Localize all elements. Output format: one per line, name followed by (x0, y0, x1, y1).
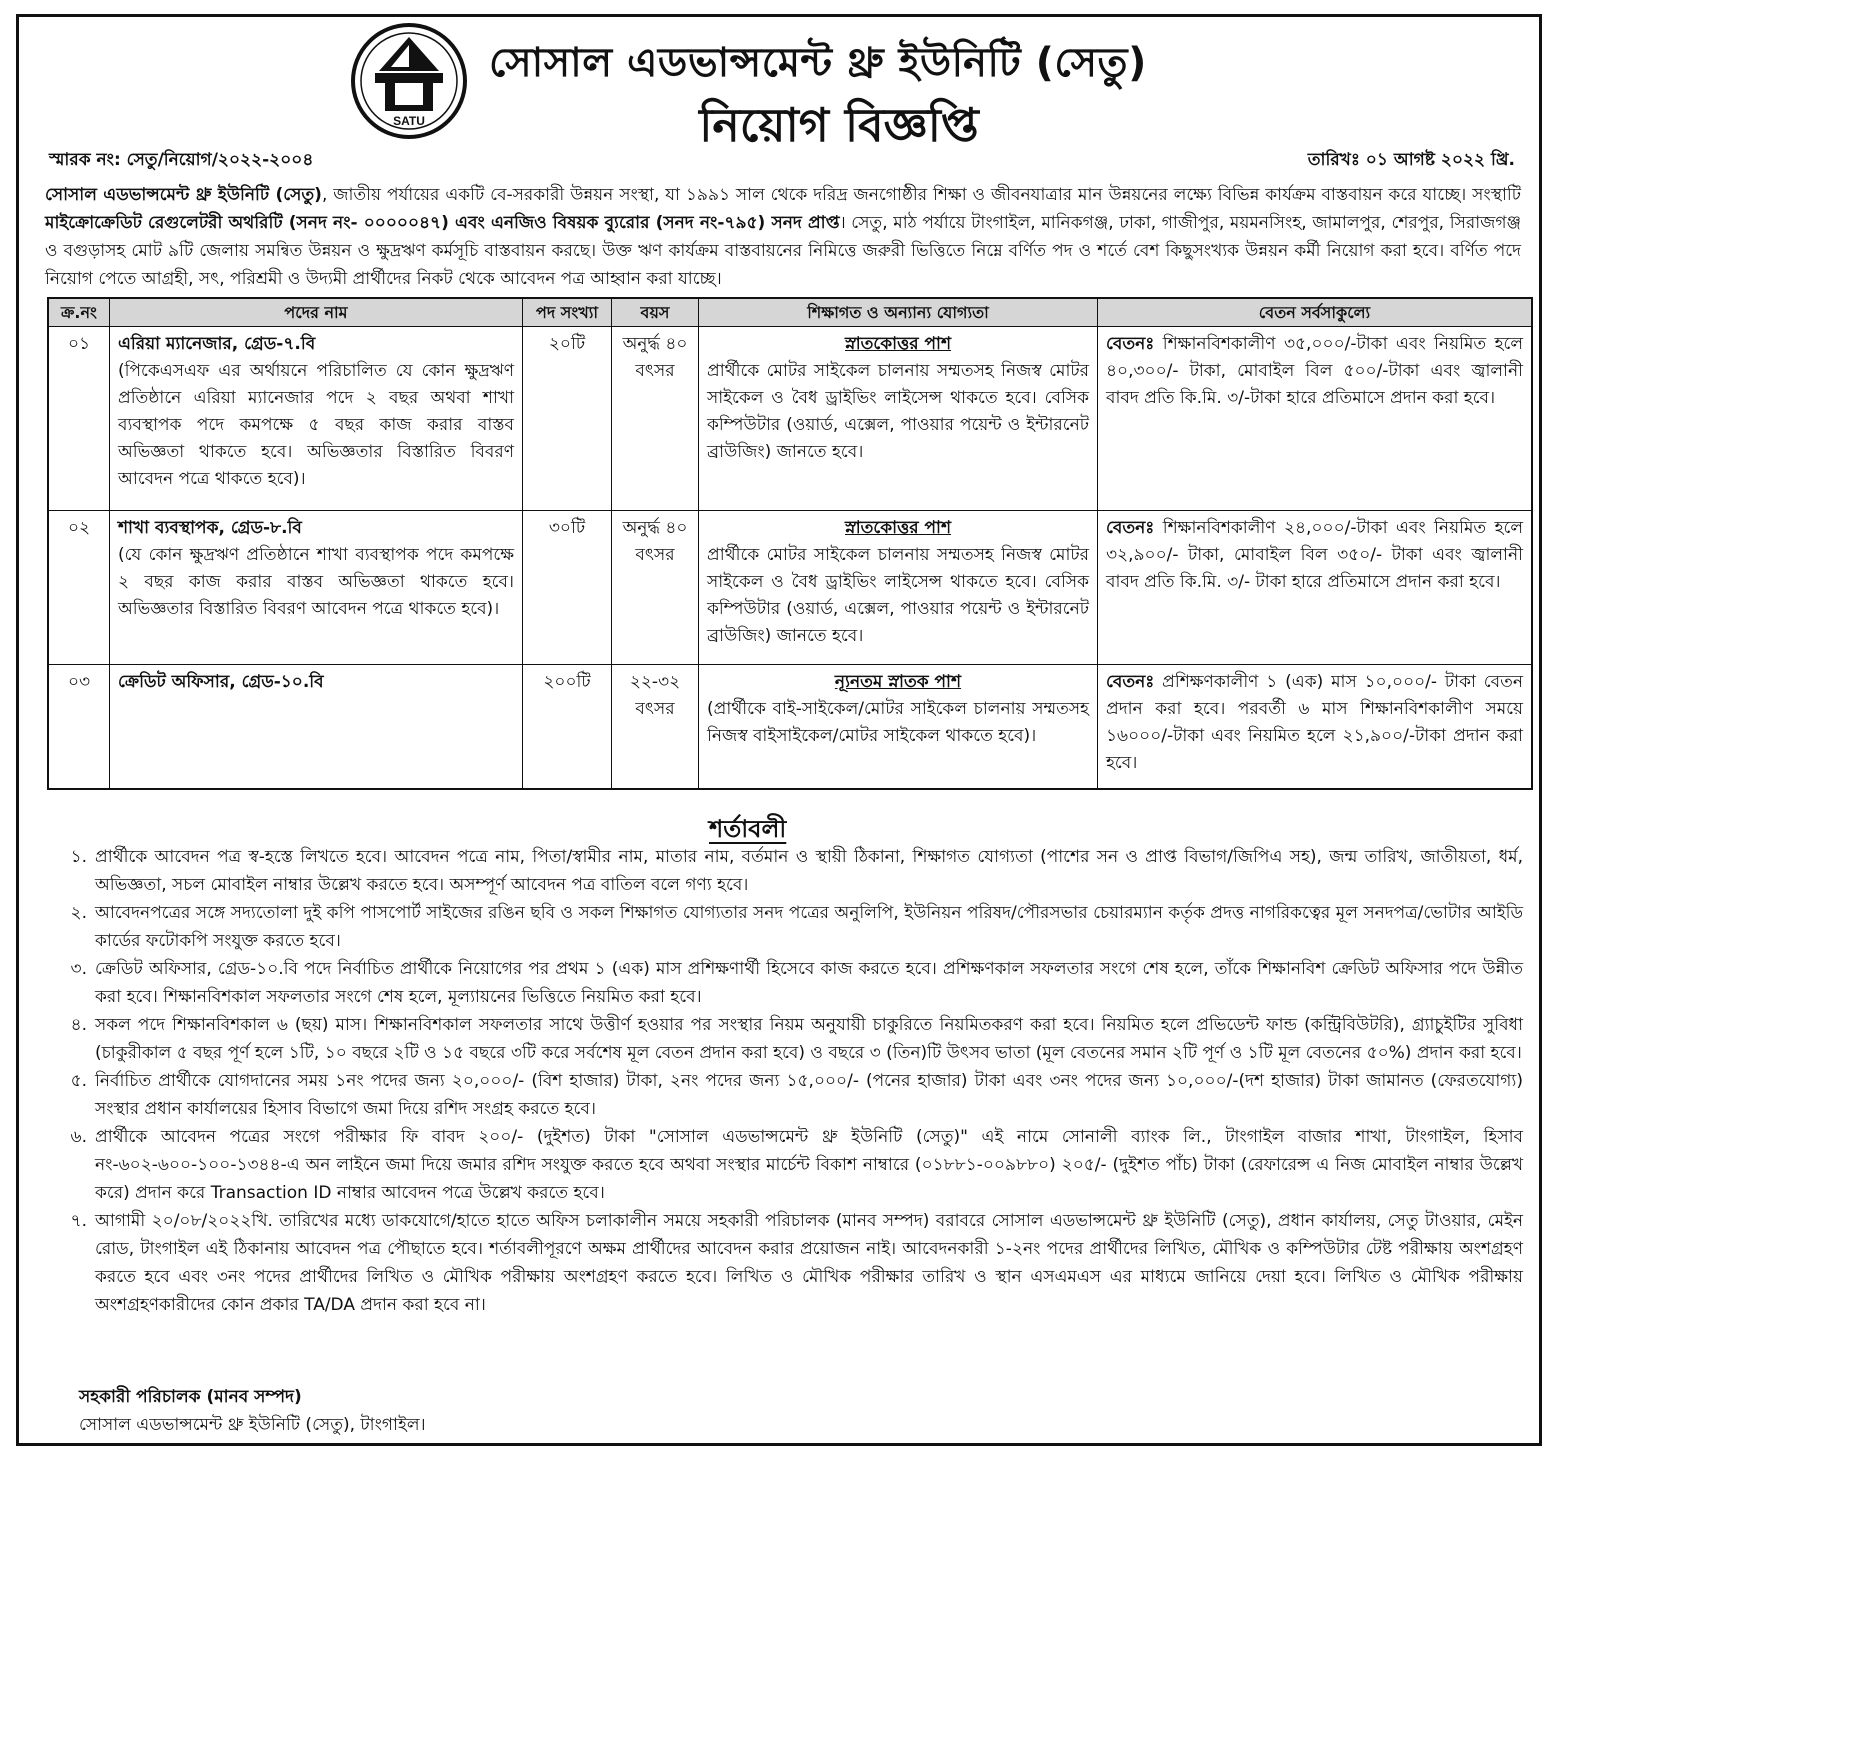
cell-salary (1098, 665, 1533, 789)
term-text: প্রার্থীকে আবেদন পত্র স্ব-হস্তে লিখতে হবে। আবেদন পত্রে নাম, পিতা/স্বামীর নাম, মাতার নাম, বর্তমান ও স্থায়ী ঠিকানা, শিক্ষাগত যোগ্যতা (পাশের সন ও প্রাপ্ত বিভাগ/জিপিএ সহ), জন্ম তারিখ, জাতীয়তা, ধর্ম, অভিজ্ঞতা, সচল মোবাইল নাম্বার উল্লেখ করতে হবে। অসম্পূর্ণ আবেদন পত্র বাতিল বলে গণ্য হবে। (95, 847, 1523, 895)
cell-age: অনুর্দ্ধ ৪০ বৎসর (612, 327, 699, 511)
term-number: ৭. (70, 1211, 87, 1231)
header-post-name: পদের নাম (110, 298, 523, 327)
list-item (43, 1207, 1523, 1319)
term-text: প্রার্থীকে আবেদন পত্রের সংগে পরীক্ষার ফি বাবদ ২০০/- (দুইশত) টাকা "সোসাল এডভান্সমেন্ট থ্রু ইউনিটি (সেতু)" এই নামে সোনালী ব্যাংক লি., টাংগাইল বাজার শাখা, টাংগাইল, হিসাব নং-৬০২-৬০০-১০০-১৩৪৪-এ অন লাইনে জমা দিয়ে জমার রশিদ সংযুক্ত করতে হবে অথবা সংস্থার মার্চেন্ট বিকাশ নাম্বারে (০১৮৮১-০০৯৮৮০) ২০৫/- (দুইশত পাঁচ) টাকা (রেফারেন্স এ নিজ মোবাইল নাম্বার উল্লেখ করে) প্রদান করে Transaction ID নাম্বার আবেদন পত্রে উল্লেখ করতে হবে। (95, 1127, 1523, 1203)
table-row (48, 327, 1532, 511)
org-title: সোসাল এডভান্সমেন্ট থ্রু ইউনিটি (সেতু) (489, 40, 1147, 86)
table-row (48, 511, 1532, 665)
satu-logo (349, 21, 469, 141)
salary-label: বেতনঃ (1106, 518, 1155, 538)
header-post-count: পদ সংখ্যা (523, 298, 612, 327)
cell-post (110, 665, 523, 789)
cell-salary (1098, 327, 1533, 511)
intro-text-1: , জাতীয় পর্যায়ের একটি বে-সরকারী উন্নয়ন সংস্থা, যা ১৯৯১ সাল থেকে দরিদ্র জনগোষ্ঠীর শিক্ষা ও জীবনযাত্রার মান উন্নয়নের লক্ষ্যে বিভিন্ন কার্যক্রম বাস্তবায়ন করে যাচ্ছে। সংস্থাটি (321, 185, 1522, 205)
term-text: নির্বাচিত প্রার্থীকে যোগদানের সময় ১নং পদের জন্য ২০,০০০/- (বিশ হাজার) টাকা, ২নং পদের জন্য ১৫,০০০/- (পনের হাজার) টাকা এবং ৩নং পদের জন্য ১০,০০০/-(দশ হাজার) টাকা জামানত (ফেরতযোগ্য) সংস্থার প্রধান কার্যালয়ের হিসাব বিভাগে জমা দিয়ে রশিদ সংগ্রহ করতে হবে। (95, 1071, 1523, 1119)
terms-list (43, 843, 1523, 1319)
signatory-org: সোসাল এডভান্সমেন্ট থ্রু ইউনিটি (সেতু), টাংগাইল। (79, 1415, 426, 1435)
salary-label: বেতনঃ (1106, 334, 1155, 354)
post-name: এরিয়া ম্যানেজার, গ্রেড-৭.বি (118, 334, 316, 354)
table-row (48, 665, 1532, 789)
qualification-detail: (প্রার্থীকে বাই-সাইকেল/মোটর সাইকেল চালনায় সম্মতসহ নিজস্ব বাইসাইকেল/মোটর সাইকেল থাকতে হবে)। (707, 699, 1089, 746)
qualification-heading: স্নাতকোত্তর পাশ (844, 334, 952, 354)
notice-date: তারিখঃ ০১ আগষ্ট ২০২২ খ্রি. (1307, 150, 1515, 170)
term-number: ৩. (70, 959, 87, 979)
signature-block (79, 1383, 426, 1439)
cell-post (110, 511, 523, 665)
intro-paragraph (45, 181, 1521, 293)
intro-text-2: । সেতু, মাঠ পর্যায়ে টাংগাইল, মানিকগঞ্জ, ঢাকা, গাজীপুর, ময়মনসিংহ, জামালপুর, শেরপুর, সিরাজগঞ্জ ও বগুড়াসহ মোট ৯টি জেলায় সমন্বিত উন্নয়ন ও ক্ষুদ্রঋণ কর্মসূচি বাস্তবায়ন করছে। উক্ত ঋণ কার্যক্রম বাস্তবায়নের নিমিত্তে জরুরী ভিত্তিতে নিম্নে বর্ণিত পদ ও শর্তে বেশ কিছুসংখ্যক উন্নয়ন কর্মী নিয়োগ করা হবে। বর্ণিত পদে নিয়োগ পেতে আগ্রহী, সৎ, পরিশ্রমী ও উদ্যমী প্রার্থীদের নিকট থেকে আবেদন পত্র আহ্বান করা যাচ্ছে। (45, 213, 1521, 289)
post-detail: (পিকেএসএফ এর অর্থায়নে পরিচালিত যে কোন ক্ষুদ্রঋণ প্রতিষ্ঠানে এরিয়া ম্যানেজার পদে ২ বছর অথবা শাখা ব্যবস্থাপক পদে কমপক্ষে ৫ বছর কাজ করার বাস্তব অভিজ্ঞতা থাকতে হবে। অভিজ্ঞতার বিস্তারিত বিবরণ আবেদন পত্রে থাকতে হবে)। (118, 361, 514, 489)
cell-age: ২২-৩২ বৎসর (612, 665, 699, 789)
cell-serial: ০১ (48, 327, 110, 511)
term-number: ১. (70, 847, 87, 867)
term-text: আগামী ২০/০৮/২০২২খি. তারিখের মধ্যে ডাকযোগে/হাতে হাতে অফিস চলাকালীন সময়ে সহকারী পরিচালক (মানব সম্পদ) বরাবরে সোসাল এডভান্সমেন্ট থ্রু ইউনিটি (সেতু), প্রধান কার্যালয়, সেতু টাওয়ার, মেইন রোড, টাংগাইল এই ঠিকানায় আবেদন পত্র পৌছাতে হবে। শর্তাবলীপূরণে অক্ষম প্রার্থীদের আবেদন করার প্রয়োজন নাই। আবেদনকারী ১-২নং পদের প্রার্থীদের লিখিত, মৌখিক ও কম্পিউটার টেষ্ট পরীক্ষায় অংশগ্রহণ করতে হবে এবং ৩নং পদের প্রার্থীদের লিখিত ও মৌখিক পরীক্ষায় অংশগ্রহণ করতে হবে। লিখিত ও মৌখিক পরীক্ষার তারিখ ও স্থান এসএমএস এর মাধ্যমে জানিয়ে দেয়া হবে। লিখিত ও মৌখিক পরীক্ষায় অংশগ্রহণকারীদের কোন প্রকার TA/DA প্রদান করা হবে না। (95, 1211, 1524, 1315)
cell-serial: ০৩ (48, 665, 110, 789)
list-item (43, 1011, 1523, 1067)
term-text: আবেদনপত্রের সঙ্গে সদ্যতোলা দুই কপি পাসপোর্ট সাইজের রঙিন ছবি ও সকল শিক্ষাগত যোগ্যতার সনদ পত্রের অনুলিপি, ইউনিয়ন পরিষদ/পৌরসভার চেয়ারম্যান কর্তৃক প্রদত্ত নাগরিকত্বের মূল সনদপত্র/ভোটার আইডি কার্ডের ফটোকপি সংযুক্ত করতে হবে। (95, 903, 1523, 951)
qualification-detail: প্রার্থীকে মোটর সাইকেল চালনায় সম্মতসহ নিজস্ব মোটর সাইকেল ও বৈধ ড্রাইভিং লাইসেন্স থাকতে হবে। বেসিক কম্পিউটার (ওয়ার্ড, এক্সেল, পাওয়ার পয়েন্ট ও ইন্টারনেট ব্রাউজিং) জানতে হবে। (707, 545, 1089, 646)
cell-qualification (699, 665, 1098, 789)
post-name: ক্রেডিট অফিসার, গ্রেড-১০.বি (118, 672, 324, 692)
notice-page (16, 14, 1542, 1446)
notice-title: নিয়োগ বিজ্ঞপ্তি (699, 98, 979, 152)
term-number: ৫. (70, 1071, 87, 1091)
logo-text: SATU (393, 114, 425, 128)
post-detail: (যে কোন ক্ষুদ্রঋণ প্রতিষ্ঠানে শাখা ব্যবস্থাপক পদে কমপক্ষে ২ বছর কাজ করার বাস্তব অভিজ্ঞতা থাকতে হবে। অভিজ্ঞতার বিস্তারিত বিবরণ আবেদন পত্রে থাকতে হবে)। (118, 545, 514, 619)
cell-age: অনুর্দ্ধ ৪০ বৎসর (612, 511, 699, 665)
salary-label: বেতনঃ (1106, 672, 1155, 692)
salary-detail: শিক্ষানবিশকালীণ ৩৫,০০০/-টাকা এবং নিয়মিত হলে ৪০,৩০০/- টাকা, মোবাইল বিল ৫০০/-টাকা এবং জ্বালানী বাবদ প্রতি কি.মি. ৩/-টাকা হারে প্রতিমাসে প্রদান করা হবে। (1106, 334, 1523, 408)
signatory-title: সহকারী পরিচালক (মানব সম্পদ) (79, 1387, 302, 1407)
list-item (43, 1067, 1523, 1123)
vacancy-table (47, 297, 1533, 790)
cell-count: ২০টি (523, 327, 612, 511)
list-item (43, 899, 1523, 955)
qualification-detail: প্রার্থীকে মোটর সাইকেল চালনায় সম্মতসহ নিজস্ব মোটর সাইকেল ও বৈধ ড্রাইভিং লাইসেন্স থাকতে হবে। বেসিক কম্পিউটার (ওয়ার্ড, এক্সেল, পাওয়ার পয়েন্ট ও ইন্টারনেট ব্রাউজিং) জানতে হবে। (707, 361, 1089, 462)
intro-org-name: সোসাল এডভান্সমেন্ট থ্রু ইউনিটি (সেতু) (45, 185, 322, 205)
list-item (43, 843, 1523, 899)
cell-qualification (699, 511, 1098, 665)
memo-number: স্মারক নং: সেতু/নিয়োগ/২০২২-২০০৪ (49, 150, 314, 170)
cell-count: ৩০টি (523, 511, 612, 665)
cell-qualification (699, 327, 1098, 511)
header-salary: বেতন সর্বসাকুল্যে (1098, 298, 1533, 327)
header-age: বয়স (612, 298, 699, 327)
salary-detail: শিক্ষানবিশকালীণ ২৪,০০০/-টাকা এবং নিয়মিত হলে ৩২,৯০০/- টাকা, মোবাইল বিল ৩৫০/- টাকা এবং জ্বালানী বাবদ প্রতি কি.মি. ৩/- টাকা হারে প্রতিমাসে প্রদান করা হবে। (1106, 518, 1523, 592)
table-header-row (48, 298, 1532, 327)
cell-serial: ০২ (48, 511, 110, 665)
term-text: সকল পদে শিক্ষানবিশকাল ৬ (ছয়) মাস। শিক্ষানবিশকাল সফলতার সাথে উত্তীর্ণ হওয়ার পর সংস্থার নিয়ম অনুযায়ী চাকুরিতে নিয়মিতকরণ করা হবে। নিয়মিত হলে প্রভিডেন্ট ফান্ড (কন্ট্রিবিউটরি), গ্র্যাচুইটির সুবিধা (চাকুরীকাল ৫ বছর পূর্ণ হলে ১টি, ১০ বছরে ২টি ও ১৫ বছরে ৩টি করে সর্বশেষ মূল বেতন প্রদান করা হবে) ও বছরে ৩ (তিন)টি উৎসব ভাতা (মূল বেতনের সমান ২টি পূর্ণ ও ১টি মূল বেতনের ৫০%) প্রদান করা হবে। (95, 1015, 1523, 1063)
intro-certification: মাইক্রোক্রেডিট রেগুলেটরী অথরিটি (সনদ নং- ০০০০০৪৭) এবং এনজিও বিষয়ক ব্যুরোর (সনদ নং-৭৯৫) সনদ প্রাপ্ত (45, 213, 840, 233)
qualification-heading: স্নাতকোত্তর পাশ (844, 518, 952, 538)
term-number: ৬. (70, 1127, 87, 1147)
salary-detail: প্রশিক্ষণকালীণ ১ (এক) মাস ১০,০০০/- টাকা বেতন প্রদান করা হবে। পরবর্তী ৬ মাস শিক্ষানবিশকালীণ সময়ে ১৬০০০/-টাকা এবং নিয়মিত হলে ২১,৯০০/-টাকা প্রদান করা হবে। (1106, 672, 1523, 773)
header-qualification: শিক্ষাগত ও অন্যান্য যোগ্যতা (699, 298, 1098, 327)
list-item (43, 1123, 1523, 1207)
term-text: ক্রেডিট অফিসার, গ্রেড-১০.বি পদে নির্বাচিত প্রার্থীকে নিয়োগের পর প্রথম ১ (এক) মাস প্রশিক্ষণার্থী হিসেবে কাজ করতে হবে। প্রশিক্ষণকাল সফলতার সংগে শেষ হলে, তাঁকে শিক্ষানবিশ ক্রেডিট অফিসার পদে উন্নীত করা হবে। শিক্ষানবিশকাল সফলতার সংগে শেষ হলে, মূল্যায়নের ভিত্তিতে নিয়মিত করা হবে। (95, 959, 1523, 1007)
cell-post (110, 327, 523, 511)
term-number: ২. (70, 903, 87, 923)
post-name: শাখা ব্যবস্থাপক, গ্রেড-৮.বি (118, 518, 302, 538)
list-item (43, 955, 1523, 1011)
cell-count: ২০০টি (523, 665, 612, 789)
terms-heading: শর্তাবলী (709, 815, 787, 843)
term-number: ৪. (70, 1015, 87, 1035)
cell-salary (1098, 511, 1533, 665)
qualification-heading: ন্যূনতম স্নাতক পাশ (834, 672, 962, 692)
header-serial: ক্র.নং (48, 298, 110, 327)
